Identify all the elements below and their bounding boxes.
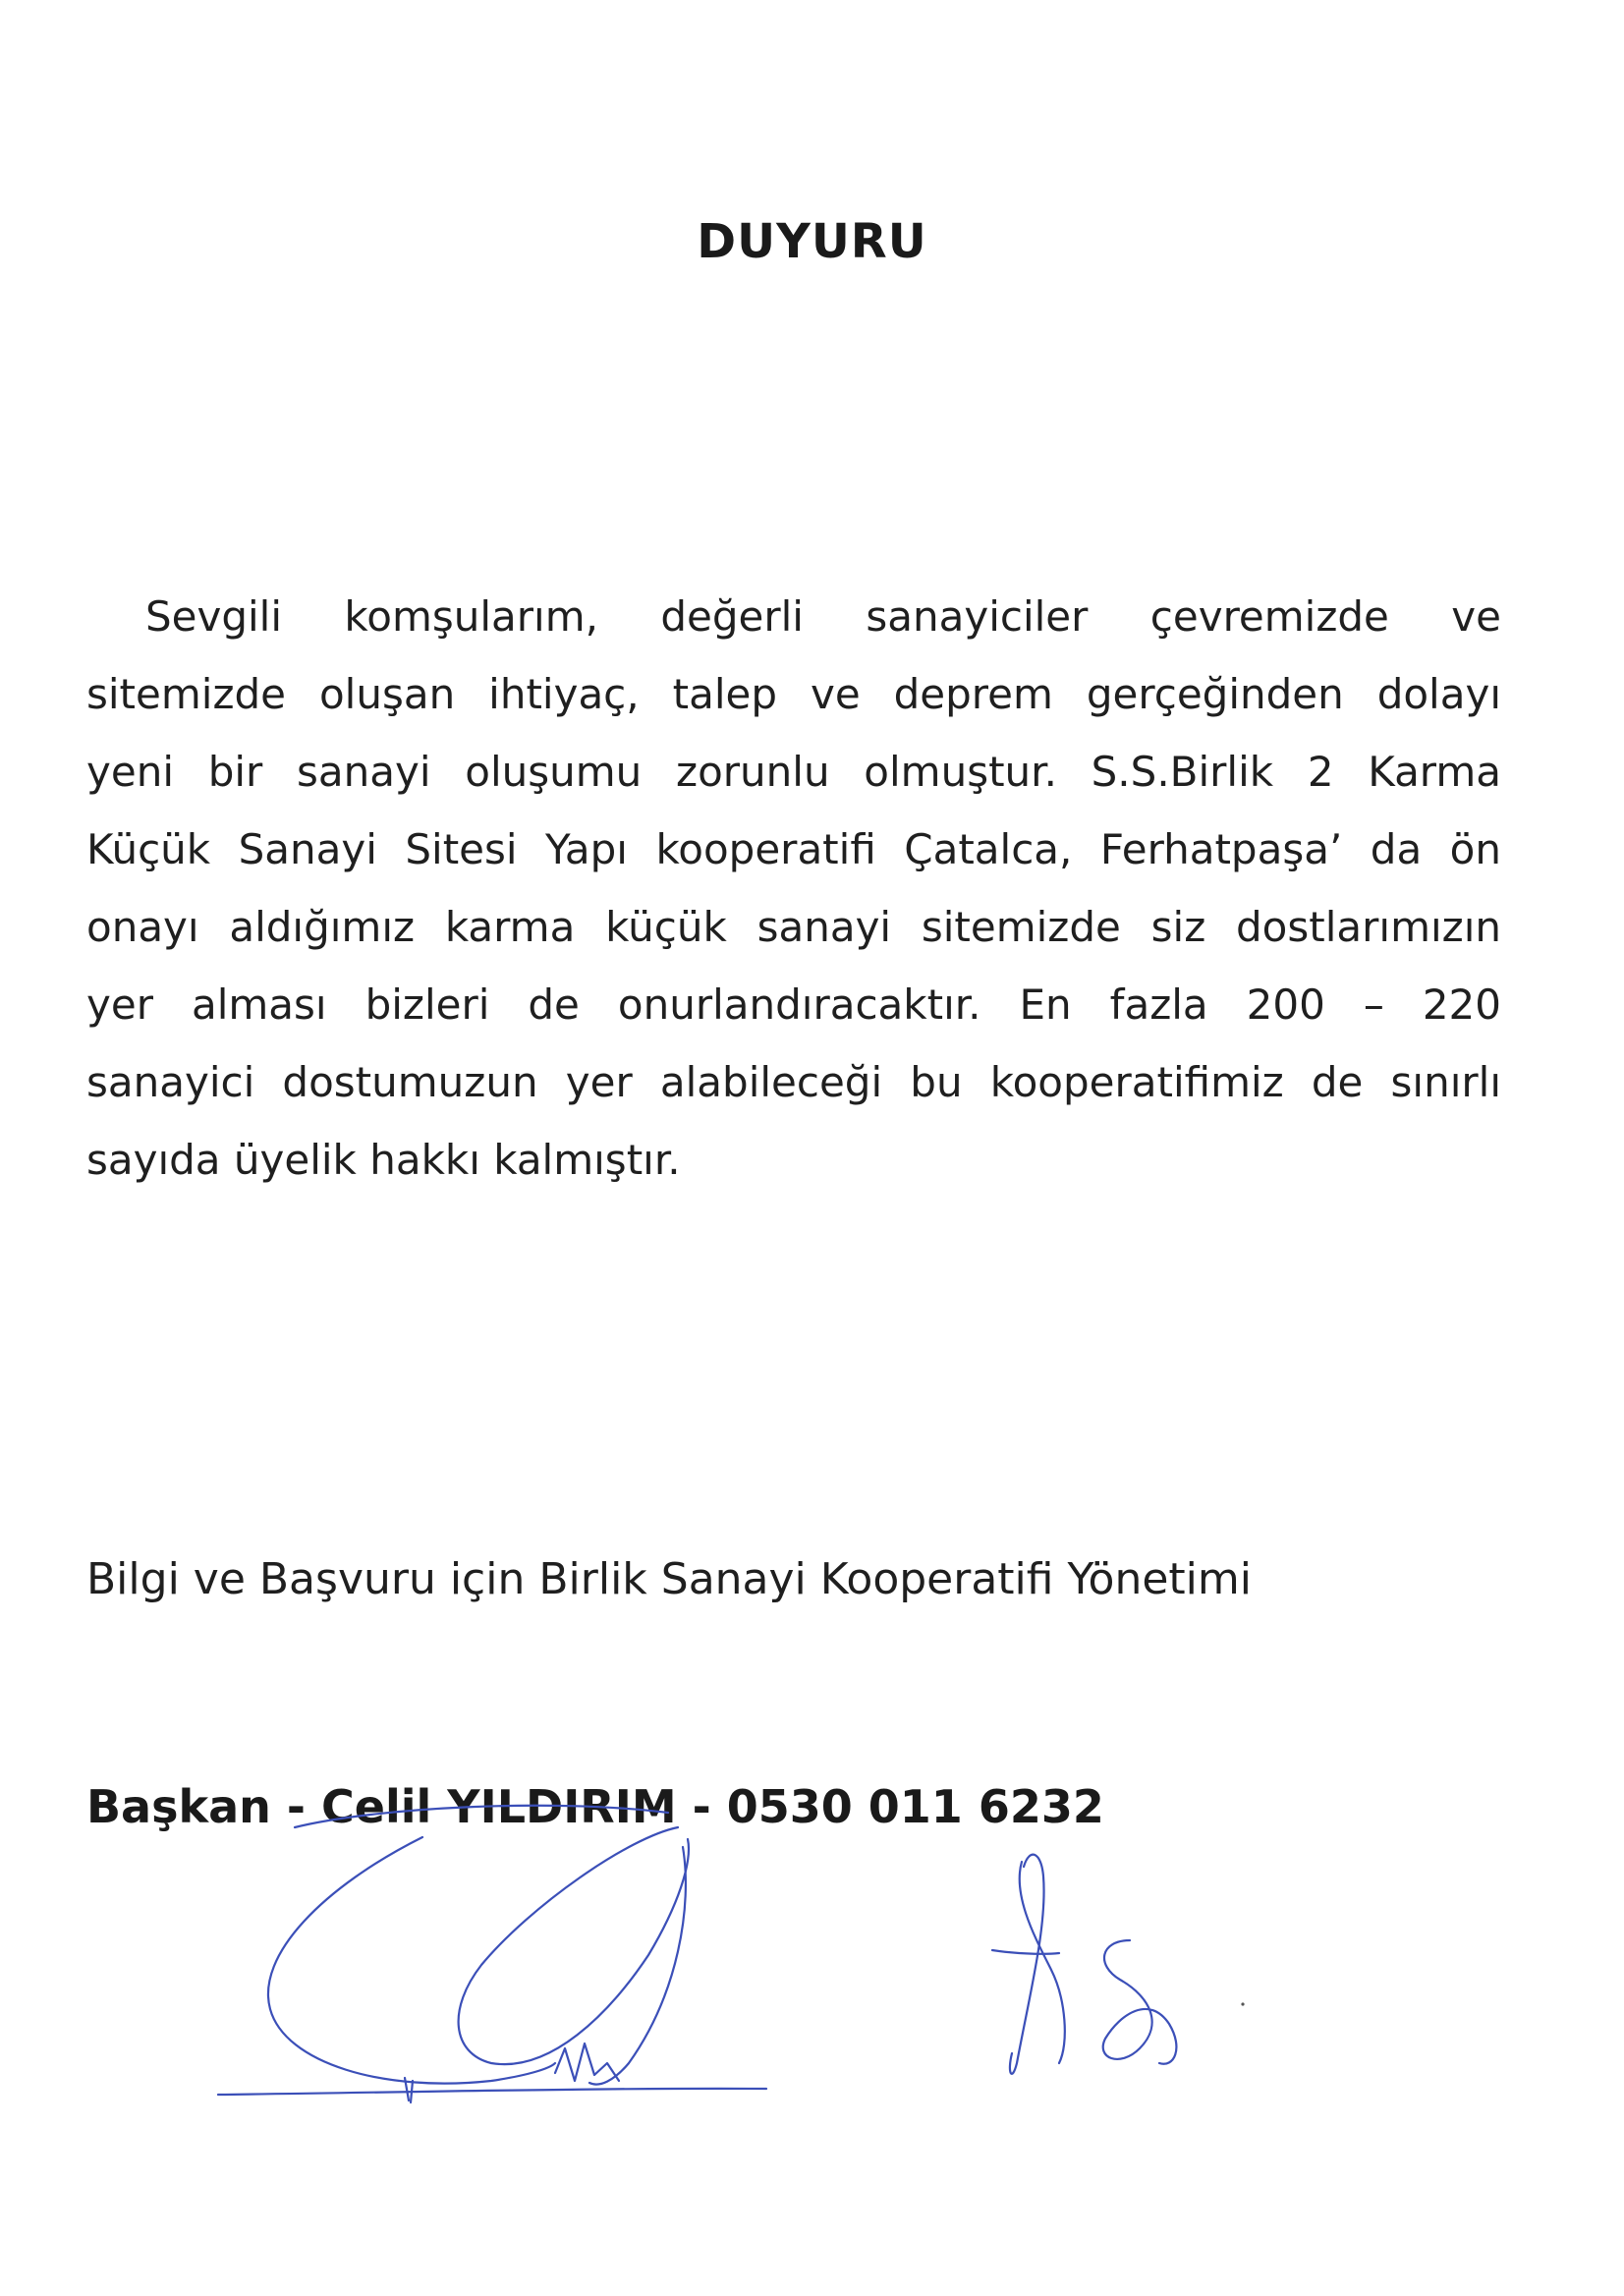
phone-separator: - (692, 1780, 711, 1833)
signature-stroke (1020, 1862, 1065, 2063)
signature-stroke (1103, 1940, 1177, 2064)
signature-stroke (218, 2089, 766, 2095)
signature-stroke (992, 1950, 1059, 1954)
contact-line: Bilgi ve Başvuru için Birlik Sanayi Kooperatifi Yönetimi (86, 1554, 1252, 1604)
signatory-role: Başkan (86, 1780, 271, 1833)
page-title: DUYURU (697, 214, 927, 269)
signature-stroke (589, 1847, 686, 2085)
signature-stroke (555, 2044, 619, 2081)
paragraph-line: sitemizde oluşan ihtiyaç, talep ve deprem gerçeğinden dolayı (86, 670, 1501, 718)
signature-stroke (405, 2078, 413, 2102)
paragraph-line: sanayici dostumuzun yer alabileceği bu kooperatifimiz de sınırlı (86, 1058, 1501, 1106)
signatory-phone: 0530 011 6232 (726, 1780, 1104, 1833)
announcement-paragraph (86, 578, 1501, 1199)
paragraph-line: sayıda üyelik hakkı kalmıştır. (86, 1136, 681, 1184)
paragraph-line: onayı aldığımız karma küçük sanayi sitemizde siz dostlarımızın (86, 903, 1501, 951)
paragraph-line: Sevgili komşularım, değerli sanayiciler çevremizde ve (145, 592, 1501, 641)
signatory-line (86, 1780, 1104, 1833)
signature-stroke (1010, 1855, 1044, 2074)
paragraph-line: yer alması bizleri de onurlandıracaktır. En fazla 200 – 220 (86, 980, 1501, 1029)
signatory-name: Celil YILDIRIM (321, 1780, 677, 1833)
paragraph-line: Küçük Sanayi Sitesi Yapı kooperatifi Çatalca, Ferhatpaşa’ da ön (86, 825, 1501, 873)
paragraph-line: yeni bir sanayi oluşumu zorunlu olmuştur. S.S.Birlik 2 Karma (86, 748, 1501, 796)
role-separator: - (286, 1780, 306, 1833)
signature-stroke (268, 1837, 555, 2084)
signature-stroke (459, 1827, 689, 2064)
